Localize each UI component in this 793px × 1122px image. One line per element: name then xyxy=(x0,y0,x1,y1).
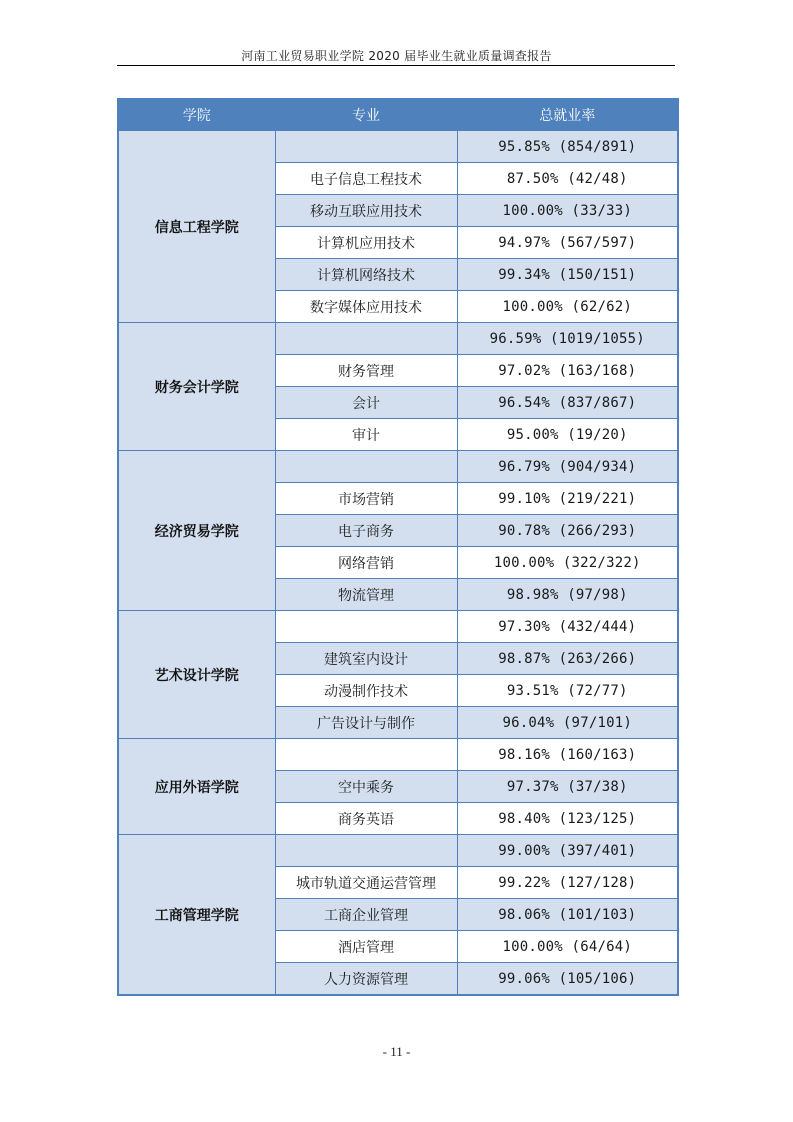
major-name-cell: 动漫制作技术 xyxy=(275,675,457,707)
college-name-cell: 工商管理学院 xyxy=(118,835,275,996)
major-name-cell: 电子商务 xyxy=(275,515,457,547)
major-name-cell: 审计 xyxy=(275,419,457,451)
table-row-college-total xyxy=(118,835,678,867)
major-name-cell xyxy=(275,131,457,163)
major-name-cell: 商务英语 xyxy=(275,803,457,835)
major-name-cell: 计算机网络技术 xyxy=(275,259,457,291)
college-name-cell: 财务会计学院 xyxy=(118,323,275,451)
employment-rate-cell: 100.00% (62/62) xyxy=(457,291,678,323)
column-header-college: 学院 xyxy=(118,99,275,131)
table-row-college-total xyxy=(118,611,678,643)
employment-rate-cell: 99.10% (219/221) xyxy=(457,483,678,515)
employment-rate-cell: 98.98% (97/98) xyxy=(457,579,678,611)
employment-rate-cell: 98.40% (123/125) xyxy=(457,803,678,835)
employment-rate-cell: 97.30% (432/444) xyxy=(457,611,678,643)
header-divider xyxy=(117,65,675,66)
employment-rate-cell: 95.85% (854/891) xyxy=(457,131,678,163)
major-name-cell: 网络营销 xyxy=(275,547,457,579)
table-body xyxy=(118,131,678,996)
major-name-cell: 会计 xyxy=(275,387,457,419)
major-name-cell: 财务管理 xyxy=(275,355,457,387)
employment-rate-cell: 99.06% (105/106) xyxy=(457,963,678,996)
table-row-college-total xyxy=(118,451,678,483)
major-name-cell: 计算机应用技术 xyxy=(275,227,457,259)
employment-rate-cell: 100.00% (322/322) xyxy=(457,547,678,579)
employment-rate-cell: 96.04% (97/101) xyxy=(457,707,678,739)
employment-rate-cell: 95.00% (19/20) xyxy=(457,419,678,451)
table-header-row xyxy=(118,99,678,131)
page-number: - 11 - xyxy=(382,1044,411,1059)
employment-rate-cell: 97.37% (37/38) xyxy=(457,771,678,803)
major-name-cell: 物流管理 xyxy=(275,579,457,611)
major-name-cell: 空中乘务 xyxy=(275,771,457,803)
employment-rate-cell: 94.97% (567/597) xyxy=(457,227,678,259)
major-name-cell: 电子信息工程技术 xyxy=(275,163,457,195)
employment-rate-cell: 98.16% (160/163) xyxy=(457,739,678,771)
major-name-cell: 工商企业管理 xyxy=(275,899,457,931)
major-name-cell xyxy=(275,451,457,483)
college-name-cell: 艺术设计学院 xyxy=(118,611,275,739)
college-name-cell: 经济贸易学院 xyxy=(118,451,275,611)
major-name-cell: 城市轨道交通运营管理 xyxy=(275,867,457,899)
college-name-cell: 信息工程学院 xyxy=(118,131,275,323)
major-name-cell: 广告设计与制作 xyxy=(275,707,457,739)
table-row-college-total xyxy=(118,131,678,163)
major-name-cell xyxy=(275,323,457,355)
table-row-college-total xyxy=(118,323,678,355)
major-name-cell: 建筑室内设计 xyxy=(275,643,457,675)
employment-rate-cell: 96.79% (904/934) xyxy=(457,451,678,483)
major-name-cell xyxy=(275,739,457,771)
table-row-college-total xyxy=(118,739,678,771)
employment-rate-cell: 90.78% (266/293) xyxy=(457,515,678,547)
column-header-major: 专业 xyxy=(275,99,457,131)
major-name-cell: 酒店管理 xyxy=(275,931,457,963)
employment-rate-cell: 87.50% (42/48) xyxy=(457,163,678,195)
employment-rate-cell: 99.22% (127/128) xyxy=(457,867,678,899)
page-header-title: 河南工业贸易职业学院 2020 届毕业生就业质量调查报告 xyxy=(241,49,552,63)
major-name-cell: 数字媒体应用技术 xyxy=(275,291,457,323)
employment-rate-cell: 99.00% (397/401) xyxy=(457,835,678,867)
table-header xyxy=(118,99,678,131)
employment-rate-cell: 96.54% (837/867) xyxy=(457,387,678,419)
major-name-cell: 市场营销 xyxy=(275,483,457,515)
college-name-cell: 应用外语学院 xyxy=(118,739,275,835)
major-name-cell xyxy=(275,611,457,643)
employment-rate-cell: 93.51% (72/77) xyxy=(457,675,678,707)
employment-rate-cell: 100.00% (64/64) xyxy=(457,931,678,963)
major-name-cell: 人力资源管理 xyxy=(275,963,457,996)
employment-rate-cell: 98.06% (101/103) xyxy=(457,899,678,931)
employment-rate-cell: 98.87% (263/266) xyxy=(457,643,678,675)
employment-rate-cell: 96.59% (1019/1055) xyxy=(457,323,678,355)
major-name-cell xyxy=(275,835,457,867)
employment-rate-table xyxy=(117,98,679,996)
employment-rate-cell: 97.02% (163/168) xyxy=(457,355,678,387)
major-name-cell: 移动互联应用技术 xyxy=(275,195,457,227)
employment-rate-cell: 100.00% (33/33) xyxy=(457,195,678,227)
column-header-rate: 总就业率 xyxy=(457,99,678,131)
employment-rate-cell: 99.34% (150/151) xyxy=(457,259,678,291)
